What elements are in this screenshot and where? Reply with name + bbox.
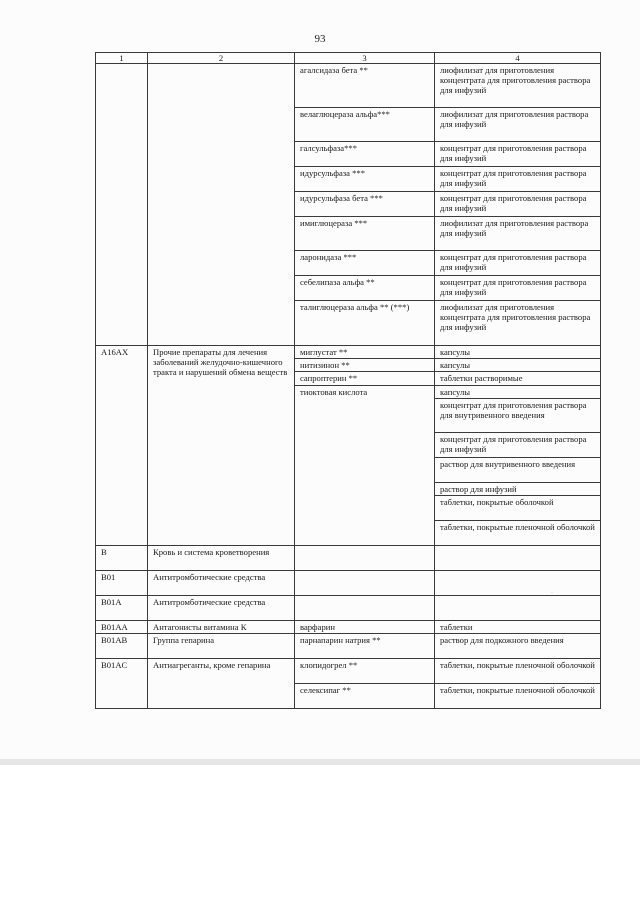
- table-row: [96, 596, 601, 621]
- table-row: [96, 64, 601, 108]
- dosage-form-cell: [435, 596, 601, 621]
- column-header: 4: [435, 53, 601, 64]
- group-cell: Антагонисты витамина К: [148, 621, 295, 634]
- drug-name-cell: селексипаг **: [295, 684, 435, 709]
- dosage-form-cell: таблетки, покрытые оболочкой: [435, 496, 601, 521]
- dosage-form-cell: [435, 571, 601, 596]
- dosage-form-cell: концентрат для приготовления раствора для инфузий: [435, 251, 601, 276]
- dosage-form-cell: таблетки: [435, 621, 601, 634]
- drug-name-cell: [295, 571, 435, 596]
- dosage-form-cell: лиофилизат для приготовления раствора для инфузий: [435, 217, 601, 251]
- drug-name-cell: агалсидаза бета **: [295, 64, 435, 108]
- drug-table: [95, 52, 601, 709]
- dosage-form-cell: концентрат для приготовления раствора для инфузий: [435, 192, 601, 217]
- dosage-form-cell: лиофилизат для приготовления концентрата для приготовления раствора для инфузий: [435, 64, 601, 108]
- drug-name-cell: велаглюцераза альфа***: [295, 108, 435, 142]
- atc-code-cell: B01A: [96, 596, 148, 621]
- atc-code-cell: [96, 64, 148, 346]
- drug-name-cell: [295, 596, 435, 621]
- group-cell: Антиагреганты, кроме гепарина: [148, 659, 295, 709]
- table-header-row: [96, 53, 601, 64]
- table-row: [96, 346, 601, 359]
- dosage-form-cell: таблетки, покрытые пленочной оболочкой: [435, 684, 601, 709]
- drug-name-cell: имиглюцераза ***: [295, 217, 435, 251]
- dosage-form-cell: лиофилизат для приготовления концентрата для приготовления раствора для инфузий: [435, 301, 601, 346]
- drug-name-cell: себелипаза альфа **: [295, 276, 435, 301]
- group-cell: Антитромботические средства: [148, 571, 295, 596]
- dosage-form-cell: [435, 546, 601, 571]
- table-row: [96, 659, 601, 684]
- atc-code-cell: B: [96, 546, 148, 571]
- dosage-form-cell: концентрат для приготовления раствора для инфузий: [435, 142, 601, 167]
- atc-code-cell: B01AA: [96, 621, 148, 634]
- dosage-form-cell: лиофилизат для приготовления раствора для инфузий: [435, 108, 601, 142]
- dosage-form-cell: капсулы: [435, 346, 601, 359]
- column-header: 3: [295, 53, 435, 64]
- drug-name-cell: идурсульфаза бета ***: [295, 192, 435, 217]
- dosage-form-cell: таблетки растворимые: [435, 372, 601, 385]
- drug-name-cell: [295, 546, 435, 571]
- drug-name-cell: талиглюцераза альфа ** (***): [295, 301, 435, 346]
- table-row: [96, 621, 601, 634]
- table-row: [96, 571, 601, 596]
- atc-code-cell: A16AX: [96, 346, 148, 546]
- group-cell: Антитромботические средства: [148, 596, 295, 621]
- dosage-form-cell: раствор для внутривенного введения: [435, 457, 601, 482]
- drug-name-cell: клопидогрел **: [295, 659, 435, 684]
- dosage-form-cell: концентрат для приготовления раствора для инфузий: [435, 167, 601, 192]
- group-cell: Группа гепарина: [148, 634, 295, 659]
- atc-code-cell: B01AB: [96, 634, 148, 659]
- drug-name-cell: нитизинон **: [295, 359, 435, 372]
- drug-name-cell: варфарин: [295, 621, 435, 634]
- dosage-form-cell: раствор для инфузий: [435, 482, 601, 495]
- dosage-form-cell: капсулы: [435, 359, 601, 372]
- dosage-form-cell: концентрат для приготовления раствора для инфузий: [435, 432, 601, 457]
- table-row: [96, 634, 601, 659]
- dosage-form-cell: таблетки, покрытые пленочной оболочкой: [435, 659, 601, 684]
- column-header: 2: [148, 53, 295, 64]
- dosage-form-cell: концентрат для приготовления раствора для инфузий: [435, 276, 601, 301]
- dosage-form-cell: концентрат для приготовления раствора для внутривенного введения: [435, 398, 601, 432]
- drug-name-cell: сапроптерин **: [295, 372, 435, 385]
- drug-name-cell: галсульфаза***: [295, 142, 435, 167]
- drug-name-cell: идурсульфаза ***: [295, 167, 435, 192]
- scan-speck: ·: [551, 590, 553, 596]
- atc-code-cell: B01: [96, 571, 148, 596]
- table-row: [96, 546, 601, 571]
- drug-name-cell: миглустат **: [295, 346, 435, 359]
- atc-code-cell: B01AC: [96, 659, 148, 709]
- drug-name-cell: парнапарин натрия **: [295, 634, 435, 659]
- group-cell: Прочие препараты для лечения заболеваний желудочно-кишечного тракта и нарушений обмена веществ: [148, 346, 295, 546]
- column-header: 1: [96, 53, 148, 64]
- dosage-form-cell: таблетки, покрытые пленочной оболочкой: [435, 521, 601, 546]
- drug-name-cell: тиоктовая кислота: [295, 385, 435, 545]
- group-cell: [148, 64, 295, 346]
- group-cell: Кровь и система кроветворения: [148, 546, 295, 571]
- drug-name-cell: ларонидаза ***: [295, 251, 435, 276]
- page-number: 93: [314, 33, 326, 45]
- dosage-form-cell: капсулы: [435, 385, 601, 398]
- dosage-form-cell: раствор для подкожного введения: [435, 634, 601, 659]
